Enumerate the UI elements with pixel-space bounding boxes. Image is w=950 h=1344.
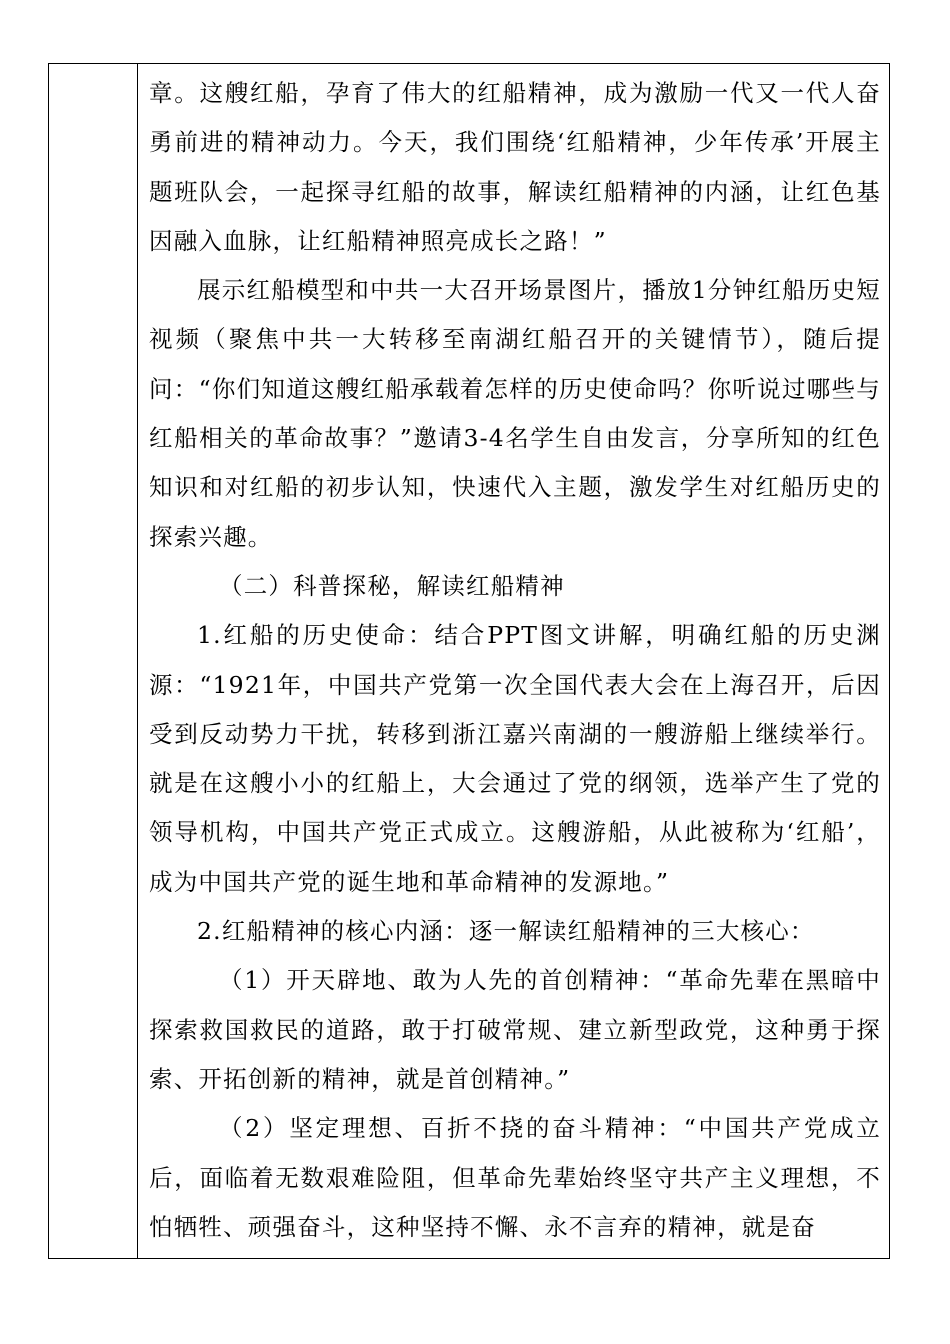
- paragraph-3: 1.红船的历史使命：结合PPT图文讲解，明确红船的历史渊源：“1921年，中国共产党第一次全国代表大会在上海召开，后因受到反动势力干扰，转移到浙江嘉兴南湖的一艘游船上继续举行。就是在这艘小小的红船上，大会通过了党的纲领，选举产生了党的领导机构，中国共产党正式成立。这艘游船，从此被称为‘红船’，成为中国共产党的诞生地和革命精神的发源地。”: [149, 621, 881, 896]
- table-left-column: [49, 64, 138, 1258]
- paragraph-5: （1）开天辟地、敢为人先的首创精神：“革命先辈在黑暗中探索救国救民的道路，敢于打破常规、建立新型政党，这种勇于探索、开拓创新的精神，就是首创精神。”: [149, 966, 881, 1093]
- table-content-cell: [139, 64, 889, 1258]
- section-heading: （二）科普探秘，解读红船精神: [219, 571, 565, 600]
- paragraph-1: 章。这艘红船，孕育了伟大的红船精神，成为激励一代又一代人奋勇前进的精神动力。今天，我们围绕‘红船精神，少年传承’开展主题班队会，一起探寻红船的故事，解读红船精神的内涵，让红色基因融入血脉，让红船精神照亮成长之路！”: [149, 79, 881, 255]
- document-table: [48, 63, 890, 1259]
- paragraph-6: （2）坚定理想、百折不挠的奋斗精神：“中国共产党成立后，面临着无数艰难险阻，但革命先辈始终坚守共产主义理想，不怕牺牲、顽强奋斗，这种坚持不懈、永不言弃的精神，就是奋: [149, 1114, 881, 1241]
- paragraph-2: 展示红船模型和中共一大召开场景图片，播放1分钟红船历史短视频（聚焦中共一大转移至南湖红船召开的关键情节），随后提问：“你们知道这艘红船承载着怎样的历史使命吗？你听说过哪些与红船相关的革命故事？”邀请3-4名学生自由发言，分享所知的红色知识和对红船的初步认知，快速代入主题，激发学生对红船历史的探索兴趣。: [149, 276, 881, 551]
- paragraph-4: 2.红船精神的核心内涵：逐一解读红船精神的三大核心：: [197, 917, 815, 946]
